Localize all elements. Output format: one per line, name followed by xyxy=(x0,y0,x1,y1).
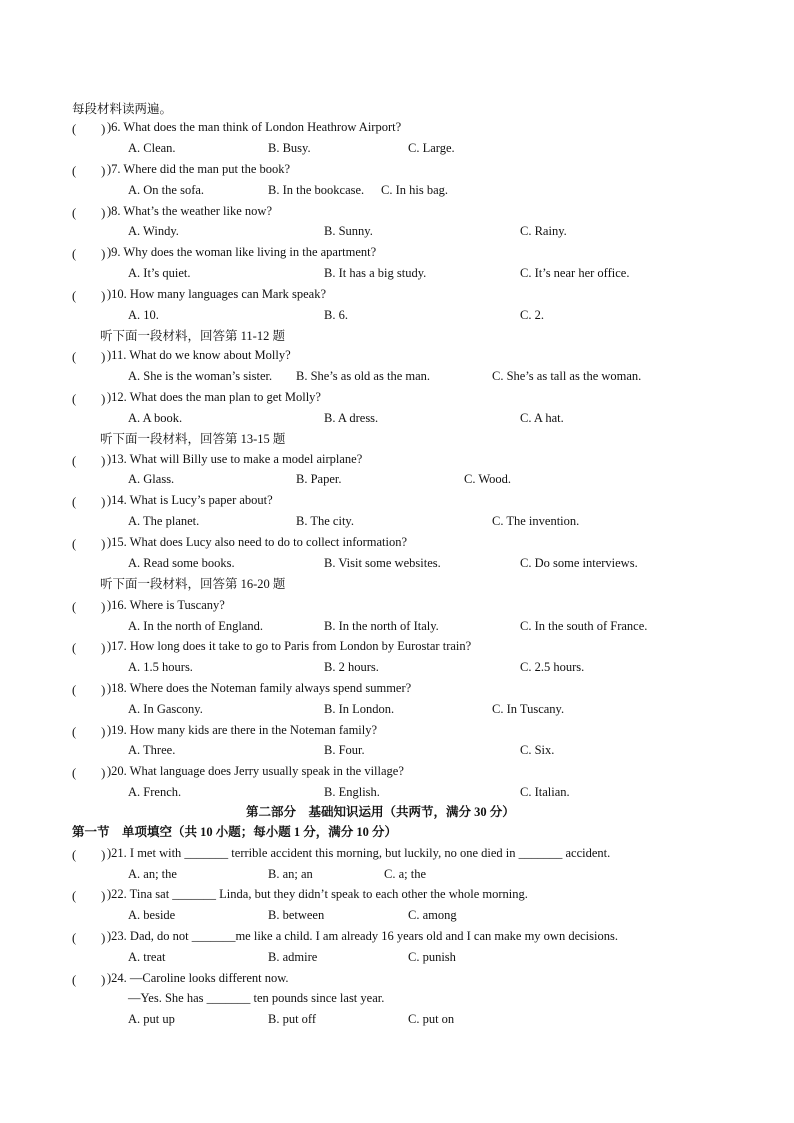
option-24a: A. put up xyxy=(128,1012,175,1026)
option-12b: B. A dress. xyxy=(324,411,379,425)
answer-blank[interactable]: ( ) xyxy=(72,247,106,261)
option-11b: B. She’s as old as the man. xyxy=(296,369,431,383)
question-13: )13. What will Billy use to make a model airplane? xyxy=(107,452,363,466)
answer-blank[interactable]: ( ) xyxy=(72,537,106,551)
option-9a: A. It’s quiet. xyxy=(128,266,191,280)
answer-blank[interactable]: ( ) xyxy=(72,889,106,903)
answer-blank[interactable]: ( ) xyxy=(72,848,106,862)
option-18b: B. In London. xyxy=(324,702,395,716)
question-12: )12. What does the man plan to get Molly? xyxy=(107,390,321,404)
question-22: )22. Tina sat _______ Linda, but they didn’t speak to each other the whole morning. xyxy=(107,887,528,901)
answer-blank[interactable]: ( ) xyxy=(72,122,106,136)
answer-blank[interactable]: ( ) xyxy=(72,766,106,780)
option-14c: C. The invention. xyxy=(492,514,580,528)
option-20c: C. Italian. xyxy=(520,785,570,799)
option-13c: C. Wood. xyxy=(464,472,512,486)
question-23: )23. Dad, do not _______me like a child. I am already 16 years old and I can make my own decisions. xyxy=(107,929,618,943)
answer-blank[interactable]: ( ) xyxy=(72,725,106,739)
question-21: )21. I met with _______ terrible accident this morning, but luckily, no one died in _______ accident. xyxy=(107,846,611,860)
option-17a: A. 1.5 hours. xyxy=(128,660,193,674)
option-19b: B. Four. xyxy=(324,743,365,757)
option-15b: B. Visit some websites. xyxy=(324,556,441,570)
option-6a: A. Clean. xyxy=(128,141,176,155)
option-20b: B. English. xyxy=(324,785,380,799)
option-18c: C. In Tuscany. xyxy=(492,702,565,716)
answer-blank[interactable]: ( ) xyxy=(72,495,106,509)
question-8: )8. What’s the weather like now? xyxy=(107,204,272,218)
answer-blank[interactable]: ( ) xyxy=(72,973,106,987)
option-17c: C. 2.5 hours. xyxy=(520,660,585,674)
option-22a: A. beside xyxy=(128,908,176,922)
answer-blank[interactable]: ( ) xyxy=(72,206,106,220)
option-17b: B. 2 hours. xyxy=(324,660,379,674)
question-17: )17. How long does it take to go to Paris from London by Eurostar train? xyxy=(107,639,472,653)
option-22b: B. between xyxy=(268,908,325,922)
option-11c: C. She’s as tall as the woman. xyxy=(492,369,642,383)
question-15: )15. What does Lucy also need to do to collect information? xyxy=(107,535,408,549)
question-24: )24. —Caroline looks different now. xyxy=(107,971,289,985)
option-16c: C. In the south of France. xyxy=(520,619,648,633)
option-6b: B. Busy. xyxy=(268,141,311,155)
section-heading-11-12: 听下面一段材料，回答第 11-12 题 xyxy=(100,329,285,343)
answer-blank[interactable]: ( ) xyxy=(72,164,106,178)
question-7: )7. Where did the man put the book? xyxy=(107,162,291,176)
listening-instruction: 每段材料读两遍。 xyxy=(72,102,173,116)
option-14b: B. The city. xyxy=(296,514,354,528)
option-6c: C. Large. xyxy=(408,141,455,155)
option-7a: A. On the sofa. xyxy=(128,183,205,197)
option-8a: A. Windy. xyxy=(128,224,179,238)
option-19a: A. Three. xyxy=(128,743,176,757)
option-13b: B. Paper. xyxy=(296,472,342,486)
answer-blank[interactable]: ( ) xyxy=(72,600,106,614)
option-11a: A. She is the woman’s sister. xyxy=(128,369,273,383)
option-8c: C. Rainy. xyxy=(520,224,567,238)
question-14: )14. What is Lucy’s paper about? xyxy=(107,493,273,507)
question-9: )9. Why does the woman like living in the apartment? xyxy=(107,245,377,259)
question-16: )16. Where is Tuscany? xyxy=(107,598,225,612)
option-23a: A. treat xyxy=(128,950,166,964)
answer-blank[interactable]: ( ) xyxy=(72,931,106,945)
question-24-response: —Yes. She has _______ ten pounds since last year. xyxy=(128,991,385,1005)
answer-blank[interactable]: ( ) xyxy=(72,683,106,697)
answer-blank[interactable]: ( ) xyxy=(72,350,106,364)
section-heading-16-20: 听下面一段材料，回答第 16-20 题 xyxy=(100,577,286,591)
option-15a: A. Read some books. xyxy=(128,556,235,570)
question-19: )19. How many kids are there in the Noteman family? xyxy=(107,723,378,737)
option-8b: B. Sunny. xyxy=(324,224,373,238)
option-12a: A. A book. xyxy=(128,411,183,425)
option-23b: B. admire xyxy=(268,950,318,964)
option-24b: B. put off xyxy=(268,1012,317,1026)
option-10b: B. 6. xyxy=(324,308,348,322)
section-1-heading: 第一节 单项填空（共 10 小题；每小题 1 分，满分 10 分） xyxy=(72,825,398,839)
option-12c: C. A hat. xyxy=(520,411,564,425)
option-19c: C. Six. xyxy=(520,743,555,757)
option-20a: A. French. xyxy=(128,785,182,799)
option-24c: C. put on xyxy=(408,1012,455,1026)
answer-blank[interactable]: ( ) xyxy=(72,289,106,303)
option-9b: B. It has a big study. xyxy=(324,266,427,280)
option-13a: A. Glass. xyxy=(128,472,175,486)
question-6: )6. What does the man think of London Heathrow Airport? xyxy=(107,120,402,134)
question-11: )11. What do we know about Molly? xyxy=(107,348,291,362)
section-heading-13-15: 听下面一段材料，回答第 13-15 题 xyxy=(100,432,286,446)
option-7c: C. In his bag. xyxy=(381,183,449,197)
option-21a: A. an; the xyxy=(128,867,177,881)
option-10a: A. 10. xyxy=(128,308,159,322)
option-10c: C. 2. xyxy=(520,308,544,322)
part-2-heading: 第二部分 基础知识运用（共两节，满分 30 分） xyxy=(246,805,515,819)
question-18: )18. Where does the Noteman family always spend summer? xyxy=(107,681,412,695)
option-16b: B. In the north of Italy. xyxy=(324,619,439,633)
option-21c: C. a; the xyxy=(384,867,427,881)
option-23c: C. punish xyxy=(408,950,456,964)
answer-blank[interactable]: ( ) xyxy=(72,641,106,655)
option-14a: A. The planet. xyxy=(128,514,200,528)
question-10: )10. How many languages can Mark speak? xyxy=(107,287,327,301)
option-7b: B. In the bookcase. xyxy=(268,183,365,197)
option-21b: B. an; an xyxy=(268,867,313,881)
option-22c: C. among xyxy=(408,908,457,922)
option-15c: C. Do some interviews. xyxy=(520,556,638,570)
answer-blank[interactable]: ( ) xyxy=(72,392,106,406)
option-9c: C. It’s near her office. xyxy=(520,266,630,280)
question-20: )20. What language does Jerry usually speak in the village? xyxy=(107,764,404,778)
answer-blank[interactable]: ( ) xyxy=(72,454,106,468)
option-16a: A. In the north of England. xyxy=(128,619,264,633)
option-18a: A. In Gascony. xyxy=(128,702,203,716)
